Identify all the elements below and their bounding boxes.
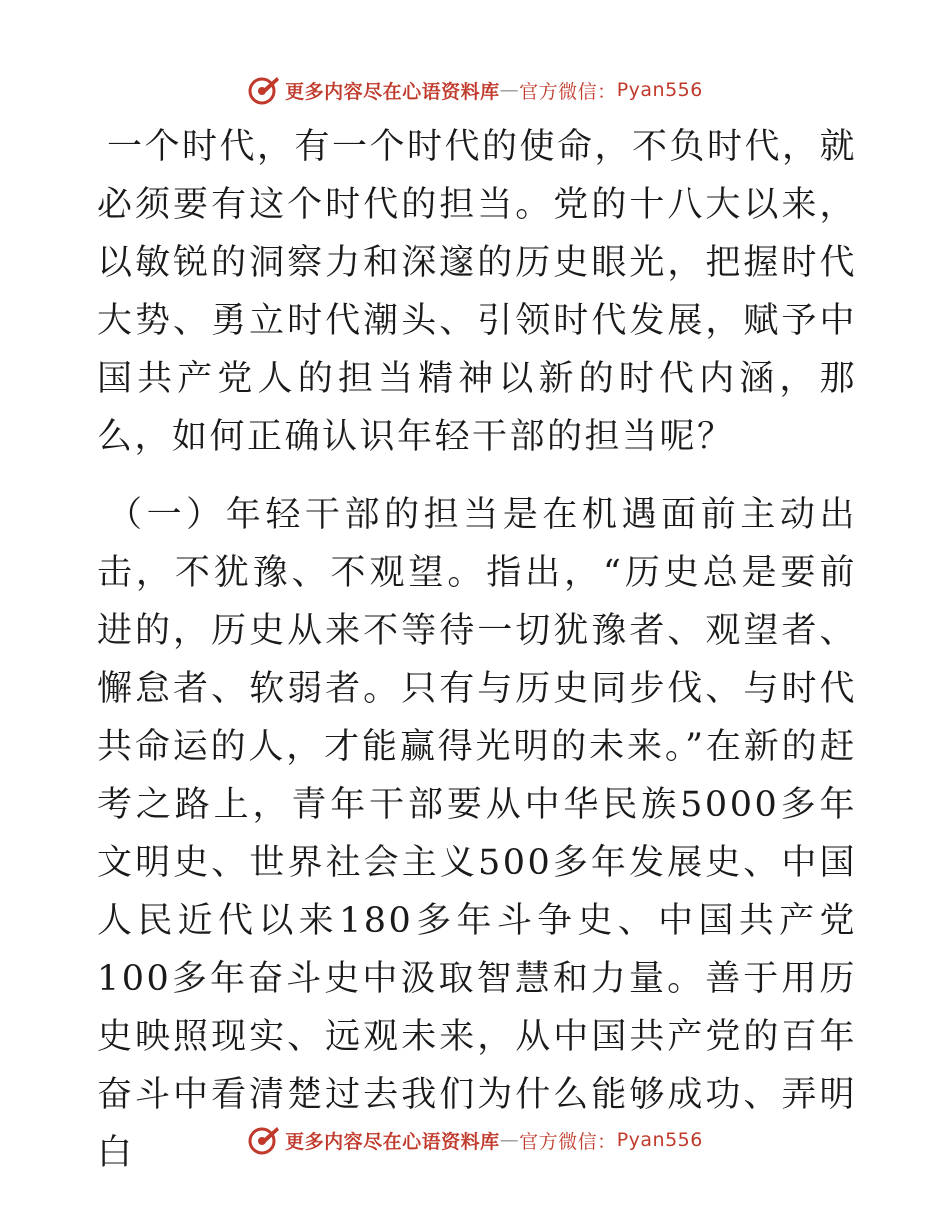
watermark-handle: Pyan556 — [616, 79, 703, 101]
watermark-separator: — — [499, 1129, 520, 1151]
watermark-brand: 更多内容尽在心语资料库 — [285, 80, 500, 103]
watermark-separator: — — [499, 79, 520, 101]
paragraph-section-one: （一）年轻干部的担当是在机遇面前主动出击，不犹豫、不观望。指出，“历史总是要前进的，历史从来不等待一切犹豫者、观望者、懈怠者、软弱者。只有与历史同步伐、与时代共命运的人，才能赢得光明的未来。”在新的赶考之路上，青年干部要从中华民族5000多年文明史、世界社会主义500多年发展史、中国人民近代以来180多年斗争史、中国共产党100多年奋斗史中汲取智慧和力量。善于用历史映照现实、远观未来，从中国共产党的百年奋斗中看清楚过去我们为什么能够成功、弄明白 — [97, 495, 857, 1173]
watermark-contact-label: 官方微信： — [519, 80, 617, 103]
paragraph-intro: 一个时代，有一个时代的使命，不负时代，就必须要有这个时代的担当。党的十八大以来，以敏锐的洞察力和深邃的历史眼光，把握时代大势、勇立时代潮头、引领时代发展，赋予中国共产党人的担当精神以新的时代内涵，那么，如何正确认识年轻干部的担当呢？ — [97, 127, 858, 457]
watermark-contact-label: 官方微信： — [519, 1130, 617, 1153]
watermark-brand: 更多内容尽在心语资料库 — [285, 1130, 500, 1153]
document-body — [97, 118, 857, 1182]
pen-nib-circle-icon — [247, 73, 281, 107]
header-watermark — [0, 70, 950, 110]
watermark-handle: Pyan556 — [616, 1129, 703, 1151]
pen-nib-circle-icon — [247, 1123, 281, 1157]
footer-watermark — [0, 1120, 950, 1160]
